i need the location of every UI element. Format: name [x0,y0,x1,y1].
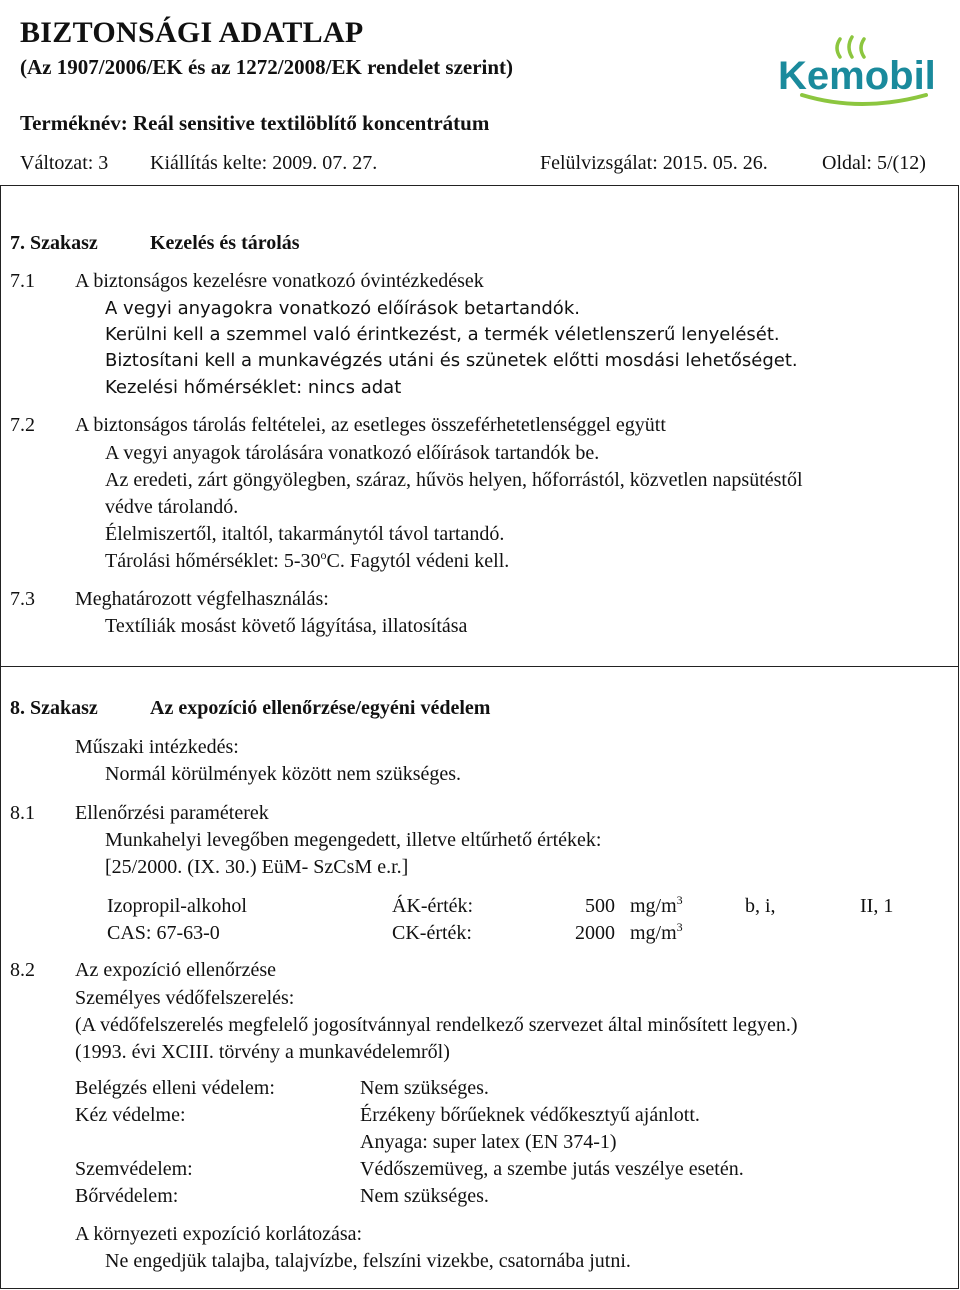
limit-unit-base: mg/m [630,922,677,944]
ppe-title: Személyes védőfelszerelés: [75,987,295,1009]
limit-value: 500 [585,895,615,917]
technical-measures-label: Műszaki intézkedés: [75,736,239,758]
limit-substance: Izopropil-alkohol [107,895,247,917]
subsection-7-3-title: Meghatározott végfelhasználás: [75,588,329,610]
revision-date: Felülvizsgálat: 2015. 05. 26. [540,152,768,174]
logo-wordmark: Kemobil [778,54,936,98]
page-number: Oldal: 5/(12) [822,152,926,174]
text-line: Textíliák mosást követő lágyítása, illatosítása [105,615,468,637]
text-line: Az eredeti, zárt göngyölegben, száraz, hűvös helyen, hőforrástól, közvetlen napsütéstől [105,469,803,491]
limit-unit [630,893,683,919]
limit-notes: b, i, [745,895,776,917]
ppe-value: Nem szükséges. [360,1185,489,1207]
text-line: Kezelési hőmérséklet: nincs adat [105,377,402,398]
ppe-value: Nem szükséges. [360,1077,489,1099]
ppe-law: (1993. évi XCIII. törvény a munkavédelemről) [75,1041,450,1063]
limit-unit-exponent: 3 [676,893,683,907]
limit-class: II, 1 [860,895,894,917]
limit-unit-base: mg/m [630,895,677,917]
text-line: A vegyi anyagokra vonatkozó előírások betartandók. [105,298,580,319]
text-line: [25/2000. (IX. 30.) EüM- SzCsM e.r.] [105,856,409,878]
ppe-value: Érzékeny bőrűeknek védőkesztyű ajánlott. [360,1104,700,1126]
ppe-label: Bőrvédelem: [75,1185,179,1207]
limit-unit [630,920,683,946]
text-line: Biztosítani kell a munkavégzés utáni és szünetek előtti mosdási lehetőséget. [105,350,798,371]
subsection-7-2-title: A biztonságos tárolás feltételei, az esetleges összeférhetetlenséggel együtt [75,414,666,436]
section-7-number: 7. Szakasz [10,232,98,254]
ppe-label: Kéz védelme: [75,1104,186,1126]
section-8-title: Az expozíció ellenőrzése/egyéni védelem [150,697,491,719]
limit-substance: CAS: 67-63-0 [107,922,220,944]
ppe-note: (A védőfelszerelés megfelelő jogosítvánnyal rendelkező szervezet által minősített legyen.) [75,1014,798,1036]
limit-unit-exponent: 3 [676,920,683,934]
text-line: A vegyi anyagok tárolására vonatkozó előírások tartandók be. [105,442,600,464]
issue-date: Kiállítás kelte: 2009. 07. 27. [150,152,378,174]
kemobil-logo [776,33,946,113]
document-regulation: (Az 1907/2006/EK és az 1272/2008/EK rendelet szerint) [20,55,514,79]
text-line: Kerülni kell a szemmel való érintkezést, a termék véletlenszerű lenyelését. [105,324,780,345]
degree-superscript: o [320,548,327,562]
product-name: Terméknév: Reál sensitive textilöblítő koncentrátum [20,111,490,135]
subsection-8-2-title: Az expozíció ellenőrzése [75,959,277,981]
subsection-7-1-number: 7.1 [10,270,35,292]
ppe-value: Anyaga: super latex (EN 374-1) [360,1131,617,1153]
ppe-value: Védőszemüveg, a szembe jutás veszélye esetén. [360,1158,744,1180]
subsection-8-2-number: 8.2 [10,959,35,981]
environment-text: Ne engedjük talajba, talajvízbe, felszíni vizekbe, csatornába jutni. [105,1250,631,1272]
subsection-8-1-title: Ellenőrzési paraméterek [75,802,269,824]
text-line: Élelmiszertől, italtól, takarmánytól távol tartandó. [105,523,505,545]
limit-type: ÁK-érték: [392,895,474,917]
subsection-8-1-number: 8.1 [10,802,35,824]
section-8-number: 8. Szakasz [10,697,98,719]
section-7-title: Kezelés és tárolás [150,232,300,254]
limit-type: CK-érték: [392,922,472,944]
technical-measures-value: Normál körülmények között nem szükséges. [105,763,462,785]
storage-temperature-a: Tárolási hőmérséklet: 5-30 [105,550,321,572]
text-line: Munkahelyi levegőben megengedett, illetve eltűrhető értékek: [105,829,602,851]
limit-value: 2000 [575,922,615,944]
subsection-7-2-number: 7.2 [10,414,35,436]
storage-temperature-b: C. Fagytól védeni kell. [326,550,510,572]
text-line: védve tárolandó. [105,496,239,518]
version: Változat: 3 [20,152,109,174]
storage-temperature [105,548,509,574]
ppe-label: Belégzés elleni védelem: [75,1077,275,1099]
subsection-7-3-number: 7.3 [10,588,35,610]
environment-title: A környezeti expozíció korlátozása: [75,1223,363,1245]
ppe-label: Szemvédelem: [75,1158,193,1180]
document-title: BIZTONSÁGI ADATLAP [20,16,364,49]
subsection-7-1-title: A biztonságos kezelésre vonatkozó óvintézkedések [75,270,484,292]
